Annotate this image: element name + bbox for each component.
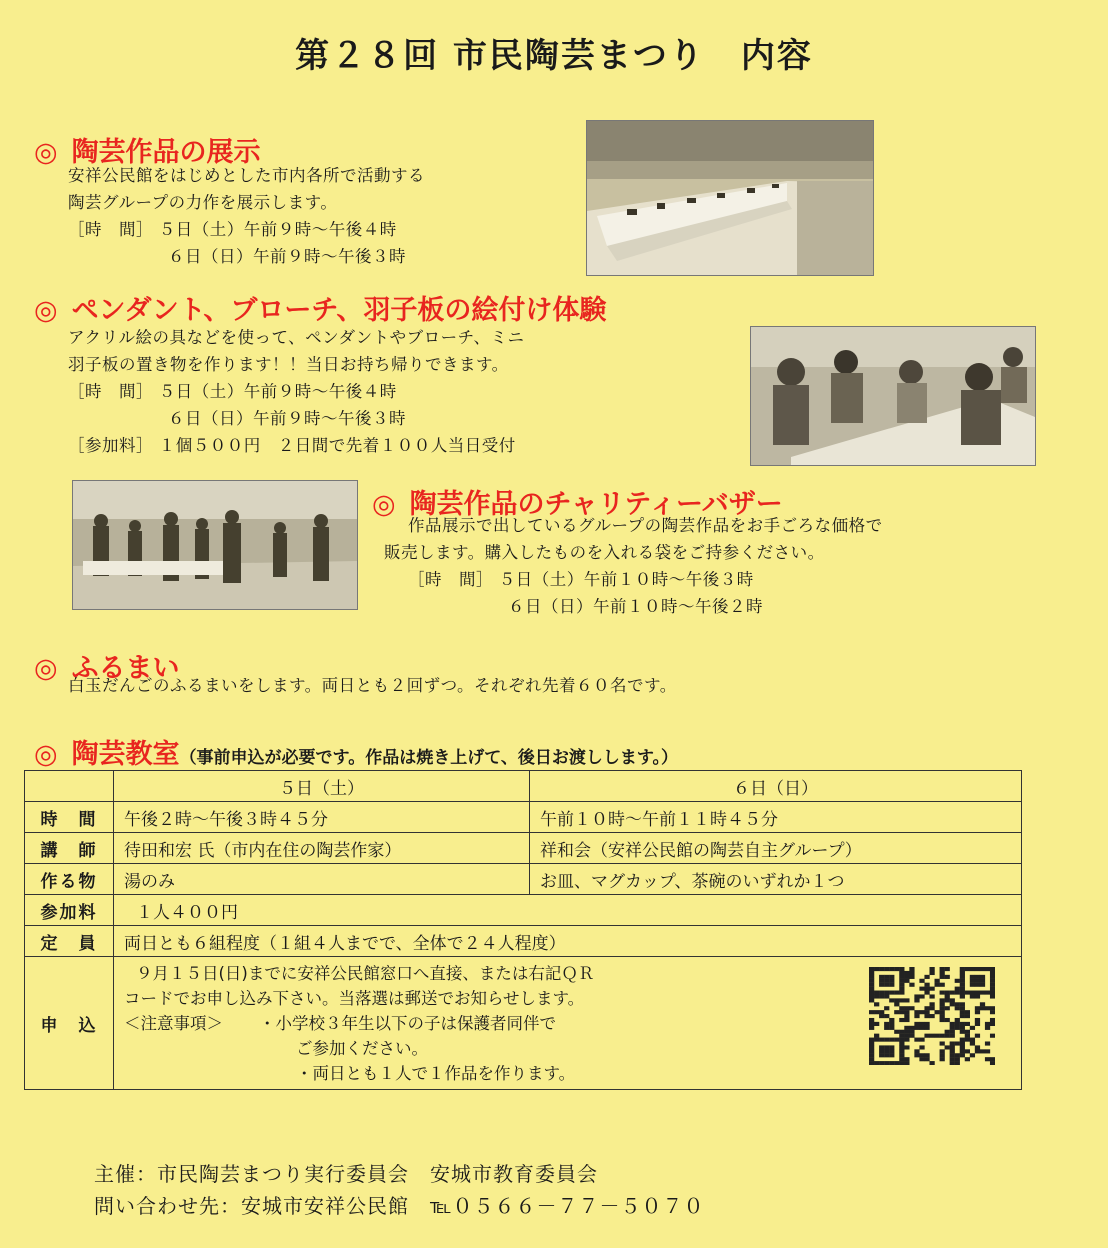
row-label: 時 間: [25, 802, 114, 833]
table-cell: 午後２時～午後３時４５分: [114, 802, 530, 833]
section-painting-title: ペンダント、ブローチ、羽子板の絵付け体験: [71, 295, 607, 326]
double-circle-icon: ◎: [34, 739, 58, 770]
table-cell: 待田和宏 氏（市内在住の陶芸作家）: [114, 833, 530, 864]
section-furumai-title: ふるまい: [71, 653, 180, 684]
section-class-title: 陶芸教室: [71, 739, 180, 770]
table-row: [25, 802, 1022, 833]
time-value: ６日（日）午前１０時～午後２時: [508, 597, 763, 616]
section-painting-heading: [34, 288, 606, 327]
bazaar-photo: [72, 480, 358, 610]
table-cell: 湯のみ: [114, 864, 530, 895]
row-label: 定 員: [25, 926, 114, 957]
organizer-line: 主催：市民陶芸まつり実行委員会 安城市教育委員会: [94, 1162, 598, 1186]
table-row: [25, 864, 1022, 895]
double-circle-icon: ◎: [34, 295, 58, 326]
caution-item: ご参加ください。: [296, 1039, 428, 1058]
time-value: ５日（土）午前９時～午後４時: [158, 220, 397, 239]
table-row: [25, 771, 1022, 802]
page-title: 第２８回 市民陶芸まつり 内容: [295, 36, 813, 76]
time-value: ６日（日）午前９時～午後３時: [168, 409, 406, 428]
apply-line: コードでお申し込み下さい。当落選は郵送でお知らせします。: [124, 989, 585, 1008]
time-value: ５日（土）午前１０時～午後３時: [498, 570, 754, 589]
body-line: 作品展示で出しているグループの陶芸作品をお手ごろな価格で: [408, 516, 883, 535]
fee-value: １個５００円 ２日間で先着１００人当日受付: [158, 436, 516, 455]
body-line: アクリル絵の具などを使って、ペンダントやブローチ、ミニ: [68, 328, 525, 347]
body-line: 安祥公民館をはじめとした市内各所で活動する: [68, 166, 425, 185]
body-line: 販売します。購入したものを入れる袋をご持参ください。: [384, 543, 825, 562]
class-table: [24, 770, 1022, 1090]
section-furumai-body: 白玉だんごのふるまいをします。両日とも２回ずつ。それぞれ先着６０名です。: [68, 676, 677, 695]
section-exhibit-title: 陶芸作品の展示: [71, 137, 261, 168]
section-bazaar-title: 陶芸作品のチャリティーバザー: [409, 489, 783, 520]
double-circle-icon: ◎: [34, 137, 58, 168]
section-painting-body: [68, 324, 525, 459]
section-bazaar-body: [384, 512, 883, 620]
table-row: [25, 895, 1022, 926]
apply-line: ９月１５日(日)までに安祥公民館窓口へ直接、または右記ＱＲ: [136, 964, 595, 983]
section-class-heading: [34, 732, 678, 771]
double-circle-icon: ◎: [372, 489, 396, 520]
table-row: [25, 957, 1022, 1090]
section-exhibit-body: [68, 162, 425, 270]
caution-item: ・両日とも１人で１作品を作ります。: [296, 1064, 576, 1083]
table-cell: 祥和会（安祥公民館の陶芸自主グループ）: [530, 833, 1022, 864]
table-row: [25, 926, 1022, 957]
body-line: 羽子板の置き物を作ります！！当日お持ち帰りできます。: [68, 355, 509, 374]
qr-code-icon[interactable]: [869, 967, 995, 1065]
table-cell: 午前１０時～午前１１時４５分: [530, 802, 1022, 833]
caution-item: ・小学校３年生以下の子は保護者同伴で: [259, 1014, 556, 1033]
body-line: 陶芸グループの力作を展示します。: [68, 193, 338, 212]
apply-cell: [114, 957, 1022, 1090]
fee-label: ［参加料］: [68, 436, 153, 455]
table-cell: １人４００円: [114, 895, 1022, 926]
col-header-sun: ６日（日）: [530, 771, 1022, 802]
table-row: [25, 833, 1022, 864]
exhibit-photo: [586, 120, 874, 276]
section-class-note: （事前申込が必要です。作品は焼き上げて、後日お渡しします。）: [179, 748, 679, 768]
time-label: ［時 間］: [68, 220, 153, 239]
time-value: ６日（日）午前９時～午後３時: [168, 247, 406, 266]
table-corner: [25, 771, 114, 802]
painting-photo: [750, 326, 1036, 466]
double-circle-icon: ◎: [34, 653, 58, 684]
time-value: ５日（土）午前９時～午後４時: [158, 382, 397, 401]
table-cell: お皿、マグカップ、茶碗のいずれか１つ: [530, 864, 1022, 895]
col-header-sat: ５日（土）: [114, 771, 530, 802]
caution-label: ＜注意事項＞: [124, 1014, 223, 1033]
table-cell: 両日とも６組程度（１組４人までで、全体で２４人程度）: [114, 926, 1022, 957]
row-label: 作る物: [25, 864, 114, 895]
contact-line: 問い合わせ先：安城市安祥公民館 ℡０５６６－７７－５０７０: [94, 1194, 705, 1218]
row-label: 講 師: [25, 833, 114, 864]
row-label: 申 込: [25, 957, 114, 1090]
time-label: ［時 間］: [408, 570, 493, 589]
time-label: ［時 間］: [68, 382, 153, 401]
row-label: 参加料: [25, 895, 114, 926]
